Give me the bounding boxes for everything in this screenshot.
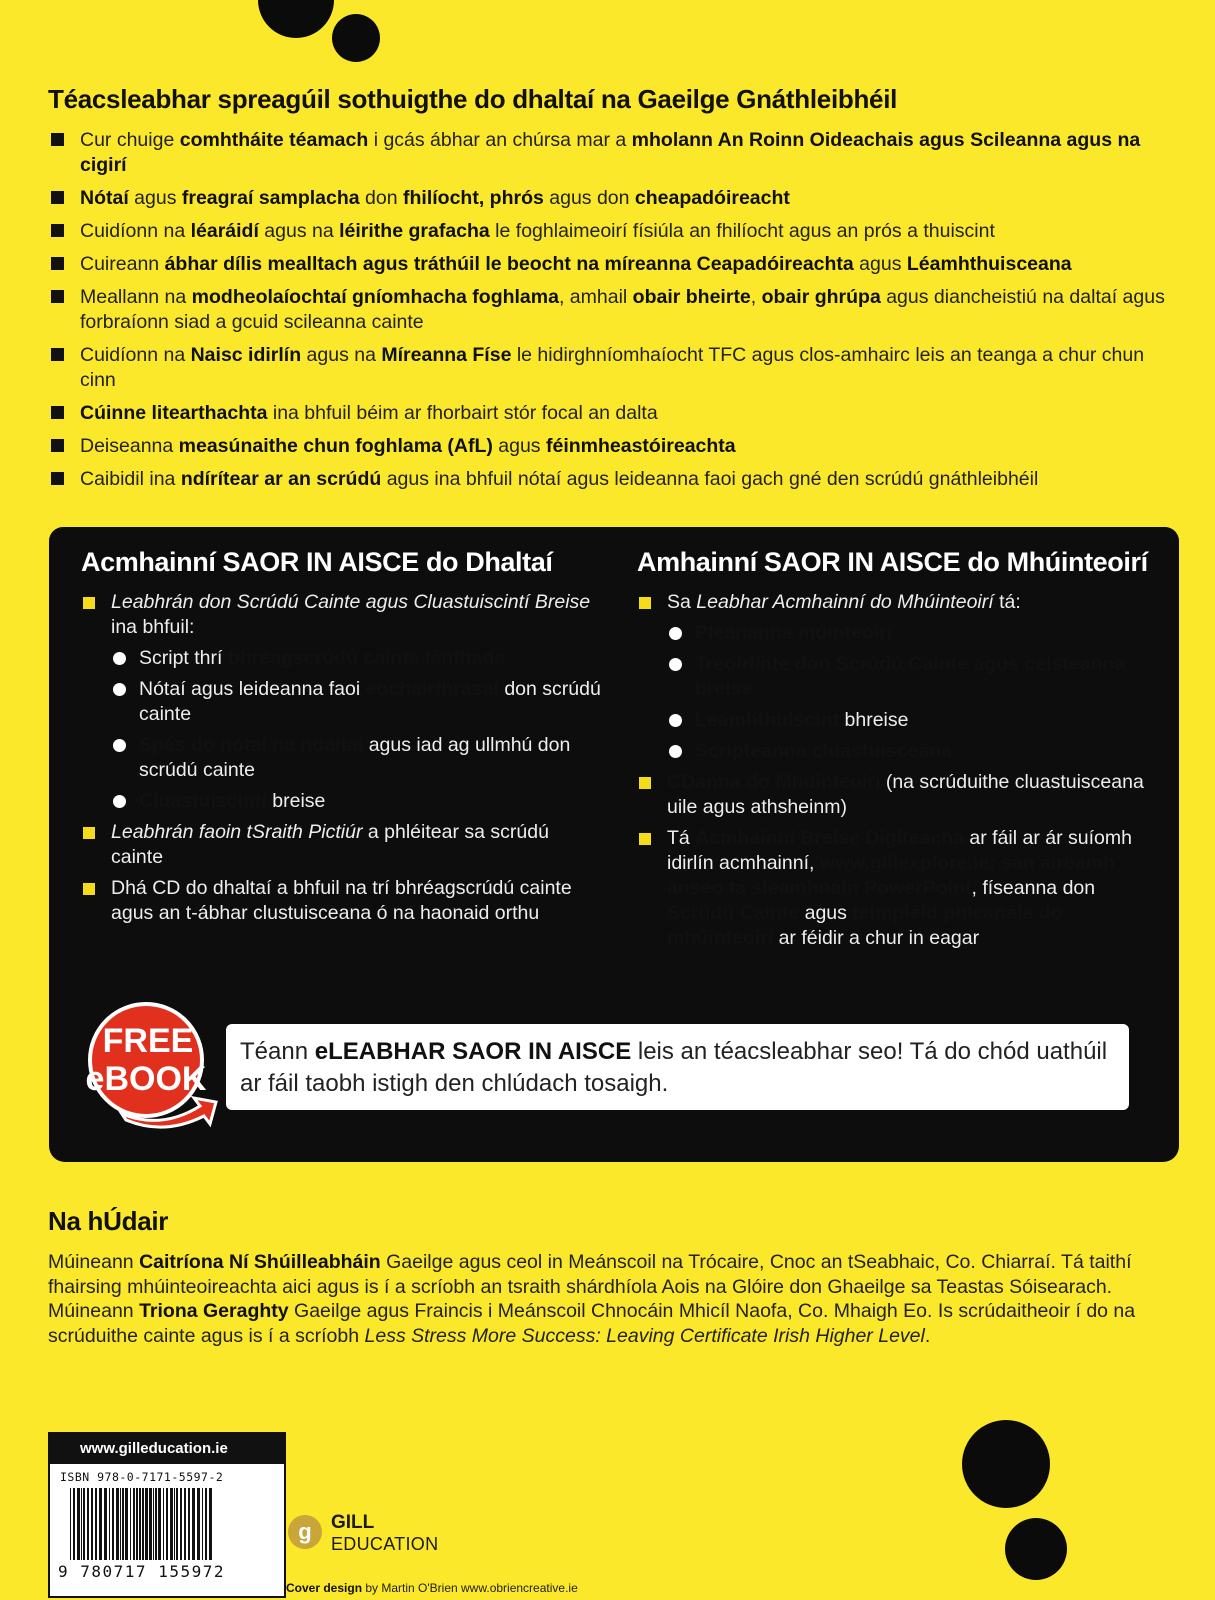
text: Gaeilge agus ceol in Meánscoil na Trócaire, Cnoc an tSeabhaic, Co. Chiarraí. Tá taithí fhairsing mhúinteoireachta aici agus is í a scríobh an tsraith shárdhíola Aois na Glóire don Ghaeilge sa Teastas Sóisearach. Múineann <box>48 1251 1132 1323</box>
square-bullet-icon <box>51 348 64 361</box>
text: Tá <box>667 827 696 849</box>
square-bullet-icon <box>51 290 64 303</box>
text: i gcás ábhar an chúrsa mar a <box>368 129 632 151</box>
bold-text: Acmhainní Breise Digiteacha <box>695 827 964 849</box>
students-resource-item <box>81 677 601 727</box>
dot-bullet-icon <box>669 627 682 640</box>
bold-text: measúnaithe chun foghlama (AfL) <box>178 435 493 457</box>
students-resource-item <box>81 733 601 783</box>
barcode-bar <box>205 1488 207 1560</box>
bold-text: obair ghrúpa <box>761 286 881 308</box>
square-bullet-icon <box>51 439 64 452</box>
gill-logo-icon <box>287 1514 323 1550</box>
square-bullet-icon <box>639 777 651 789</box>
barcode-bar <box>99 1488 102 1560</box>
barcode-bar <box>116 1488 119 1560</box>
square-bullet-icon <box>51 406 64 419</box>
feature-item <box>48 128 1178 178</box>
text: ina bhfuil: <box>111 616 195 638</box>
publisher-url: www.gilleducation.ie <box>50 1434 284 1464</box>
italic-text: Leabhrán don Scrúdú Cainte agus Cluastuiscintí Breise <box>111 591 591 613</box>
bold-text: modheolaíochtaí gníomhacha foghlama <box>191 286 559 308</box>
bold-text: Scripteanna cluastuisceana <box>695 740 952 762</box>
text: breise <box>266 790 326 812</box>
teachers-resources <box>637 547 1157 957</box>
feature-item <box>48 252 1178 277</box>
bold-text: Pleananna múinteoirí <box>695 622 893 644</box>
square-bullet-icon <box>639 833 651 845</box>
text: ar fáil ar ár suíomh idirlín acmhainní, <box>667 827 1132 874</box>
text: , <box>750 286 762 308</box>
teachers-heading: Amhainní SAOR IN AISCE do Mhúinteoirí <box>637 547 1148 577</box>
authors-heading: Na hÚdair <box>48 1206 169 1236</box>
bold-text: Caitríona Ní Shúilleabháin <box>139 1251 381 1273</box>
teachers-resource-item <box>637 652 1157 702</box>
text: Cuireann <box>80 253 165 275</box>
barcode-bar <box>209 1488 212 1560</box>
bold-text: léirithe grafacha <box>339 220 490 242</box>
square-bullet-icon <box>83 883 95 895</box>
ebook-text: Téann eLEABHAR SAOR IN AISCE leis an téacsleabhar seo! Tá do chód uathúil ar fáil taobh istigh den chlúdach tosaigh. <box>240 1038 1108 1097</box>
students-list <box>81 590 601 926</box>
text: Dhá CD do dhaltaí a bhfuil na trí bhréagscrúdú cainte agus an t-ábhar clustuisceana ó na haonaid orthu <box>111 877 572 924</box>
square-bullet-icon <box>51 191 64 204</box>
text: agus don <box>543 187 635 209</box>
barcode-bar <box>180 1488 182 1560</box>
text: agus na <box>258 220 340 242</box>
bold-text: Nótaí <box>80 187 129 209</box>
text: tá: <box>993 591 1021 613</box>
bold-text: Treoirlínte don Scrúdú Cainte agus ceisteanna breise <box>695 653 1126 700</box>
students-resource-item <box>81 646 601 671</box>
square-bullet-icon <box>83 597 95 609</box>
text: agus iad ag ullmhú don scrúdú cainte <box>139 734 571 781</box>
bold-text: Míreanna Físe <box>381 344 512 366</box>
isbn: ISBN 978-0-7171-5597-2 <box>60 1470 224 1484</box>
barcode-bar <box>184 1488 186 1560</box>
text: a phléitear sa scrúdú cainte <box>111 821 549 868</box>
barcode-bar <box>73 1488 75 1560</box>
page-title: Téacsleabhar spreagúil sothuigthe do dhaltaí na Gaeilge Gnáthleibhéil <box>48 84 898 114</box>
teachers-list <box>637 590 1157 951</box>
barcode-bar <box>133 1488 135 1560</box>
square-bullet-icon <box>639 597 651 609</box>
text: ar féidir a chur in eagar <box>773 927 980 949</box>
bold-text: freagraí samplacha <box>181 187 360 209</box>
feature-item <box>48 285 1178 335</box>
feature-item <box>48 467 1178 492</box>
barcode-bar <box>139 1488 141 1560</box>
barcode-bar <box>122 1488 124 1560</box>
barcode-bar <box>158 1488 161 1560</box>
text: agus na <box>301 344 382 366</box>
barcode-bar <box>104 1488 107 1560</box>
text: agus <box>492 435 546 457</box>
bold-text: cheapadóireacht <box>634 187 790 209</box>
square-bullet-icon <box>51 257 64 270</box>
text: le hidirghníomhaíocht TFC agus clos-amhairc leis an teanga a chur chun cinn <box>80 344 1145 391</box>
bold-text: Naisc idirlín <box>190 344 302 366</box>
barcode-bar <box>95 1488 97 1560</box>
resources-panel <box>49 527 1179 1003</box>
barcode-bar <box>149 1488 152 1560</box>
barcode-number: 9 780717 155972 <box>58 1562 225 1581</box>
dot-bullet-icon <box>113 795 126 808</box>
cover-credit: Cover design by Martin O'Brien www.obriencreative.ie <box>286 1581 578 1595</box>
square-bullet-icon <box>51 472 64 485</box>
text: Cuidíonn na <box>80 344 191 366</box>
bold-text: comhtháite téamach <box>179 129 369 151</box>
text: Múineann <box>48 1251 140 1273</box>
teachers-resource-item <box>637 621 1157 646</box>
badge-line1: FREE <box>102 1022 194 1060</box>
bold-text: www.gillexplore.ie; san áireamh anseo tá sleamhnáin PowerPoint <box>667 852 1115 899</box>
barcode-bar <box>91 1488 93 1560</box>
text: agus <box>853 253 907 275</box>
students-resource-item <box>81 820 601 870</box>
barcode-bar <box>81 1488 82 1560</box>
text: Cur chuige <box>80 129 180 151</box>
feature-list <box>48 128 1178 500</box>
barcode-bar <box>166 1488 168 1560</box>
decorative-circle <box>258 0 334 38</box>
barcode-bar <box>125 1488 128 1560</box>
bold-text: eochairfhrásaí <box>365 678 499 700</box>
feature-item <box>48 186 1178 211</box>
barcode-bar <box>136 1488 138 1560</box>
bold-text: léaráidí <box>190 220 259 242</box>
dot-bullet-icon <box>113 683 126 696</box>
square-bullet-icon <box>51 224 64 237</box>
feature-item <box>48 343 1178 393</box>
barcode <box>62 1486 272 1562</box>
barcode-bar <box>70 1488 71 1560</box>
bold-text: Cluastuiscintí <box>139 790 267 812</box>
badge-line2: eBOOK <box>85 1060 207 1098</box>
text: agus <box>128 187 182 209</box>
barcode-box <box>48 1432 286 1598</box>
barcode-bar <box>153 1488 154 1560</box>
free-ebook-badge <box>82 1002 230 1134</box>
barcode-bar <box>142 1488 144 1560</box>
barcode-bar <box>130 1488 131 1560</box>
text: , amhail <box>558 286 633 308</box>
publisher-name: GILL <box>331 1512 375 1533</box>
dot-bullet-icon <box>669 745 682 758</box>
barcode-bar <box>112 1488 114 1560</box>
text: Sa <box>667 591 697 613</box>
text: don <box>359 187 404 209</box>
bold-text: teimpléid phleanála do mhúinteoirí <box>667 902 1063 949</box>
bold-text: bhréagscrúdú cainte lánfhada <box>227 647 506 669</box>
text: . <box>924 1324 931 1347</box>
text: le foghlaimeoirí físiúla an fhilíocht agus an prós a thuiscint <box>489 220 995 242</box>
teachers-resource-item <box>637 770 1157 820</box>
bold-text: féinmheastóireachta <box>545 435 736 457</box>
teachers-resource-item <box>637 826 1157 951</box>
students-resource-item <box>81 590 601 640</box>
teachers-resource-item <box>637 708 1157 733</box>
barcode-bar <box>145 1488 148 1560</box>
teachers-resource-item <box>637 739 1157 764</box>
text: Deiseanna <box>80 435 179 457</box>
bold-text: ábhar dílis mealltach agus tráthúil le beocht na míreanna Ceapadóireachta <box>164 253 854 275</box>
bold-text: Léamhthuisceana <box>906 253 1072 275</box>
barcode-bar <box>109 1488 110 1560</box>
decorative-circle <box>332 14 380 62</box>
text: Gaeilge agus Fraincis i Meánscoil Chnocáin Mhicíl Naofa, Co. Mhaigh Eo. Is scrúdaitheoir í do na scrúduithe cainte agus is í a scríobh <box>48 1300 1136 1347</box>
barcode-bar <box>87 1488 89 1560</box>
ebook-banner <box>226 1024 1129 1110</box>
teachers-resource-item <box>637 590 1157 615</box>
bold-text: Cúinne litearthachta <box>80 402 268 424</box>
italic-text: Less Stress More Success: Leaving Certificate Irish Higher Level <box>364 1324 925 1347</box>
text: agus ina bhfuil nótaí agus leideanna faoi gach gné den scrúdú gnáthleibhéil <box>381 468 1039 490</box>
barcode-bar <box>83 1488 85 1560</box>
text: Caibidil ina <box>80 468 181 490</box>
students-heading: Acmhainní SAOR IN AISCE do Dhaltaí <box>81 547 553 577</box>
italic-text: Leabhrán faoin tSraith Pictiúr <box>111 821 363 843</box>
barcode-bar <box>155 1488 157 1560</box>
barcode-bar <box>197 1488 200 1560</box>
svg-text:g: g <box>298 1519 312 1544</box>
text: bhreise <box>839 709 909 731</box>
italic-text: Leabhar Acmhainní do Mhúinteoirí <box>696 591 994 613</box>
dot-bullet-icon <box>113 652 126 665</box>
publisher-logo <box>287 1514 467 1566</box>
text: , físeanna don <box>971 877 1096 899</box>
feature-item <box>48 219 1178 244</box>
bold-text: obair bheirte <box>632 286 751 308</box>
dot-bullet-icon <box>669 658 682 671</box>
bold-text: ndírítear ar an scrúdú <box>180 468 382 490</box>
barcode-bar <box>163 1488 164 1560</box>
students-resource-item <box>81 789 601 814</box>
text: Nótaí agus leideanna faoi <box>139 678 366 700</box>
barcode-bar <box>188 1488 190 1560</box>
bold-text: Scrúdú Cainte <box>667 902 800 924</box>
authors-text <box>48 1250 1178 1348</box>
text: Cuidíonn na <box>80 220 191 242</box>
bold-text: Spás do nótaí na ndaltaí <box>139 734 364 756</box>
bold-text: Léamhthuiscint <box>695 709 840 731</box>
bold-text: Triona Geraghty <box>139 1300 289 1323</box>
square-bullet-icon <box>83 827 95 839</box>
barcode-bar <box>77 1488 80 1560</box>
text: agus <box>799 902 853 924</box>
barcode-bar <box>192 1488 195 1560</box>
bold-text: fhilíocht, phrós <box>403 187 544 209</box>
publisher-subtitle: EDUCATION <box>331 1534 439 1554</box>
square-bullet-icon <box>51 133 64 146</box>
barcode-bar <box>170 1488 173 1560</box>
feature-item <box>48 434 1178 459</box>
text: don scrúdú cainte <box>139 678 601 725</box>
students-resource-item <box>81 876 601 926</box>
barcode-bar <box>176 1488 178 1560</box>
barcode-bar <box>174 1488 175 1560</box>
students-resources <box>81 547 601 932</box>
text: (na scrúduithe cluastuisceana uile agus athsheinm) <box>667 771 1144 818</box>
bold-text: CDanna do Mhúinteoirí <box>667 771 881 793</box>
text: Meallann na <box>80 286 192 308</box>
decorative-circle <box>962 1420 1050 1508</box>
dot-bullet-icon <box>669 714 682 727</box>
barcode-bar <box>202 1488 203 1560</box>
dot-bullet-icon <box>113 739 126 752</box>
bold-text: mholann An Roinn Oideachais agus Scileanna agus na cigirí <box>80 129 1141 176</box>
barcode-bar <box>120 1488 121 1560</box>
feature-item <box>48 401 1178 426</box>
text: Script thrí <box>139 647 228 669</box>
text: ina bhfuil béim ar fhorbairt stór focal an dalta <box>267 402 658 424</box>
decorative-circle <box>1005 1518 1067 1580</box>
text: agus diancheistiú na daltaí agus forbraíonn siad a gcuid scileanna cainte <box>80 286 1165 333</box>
